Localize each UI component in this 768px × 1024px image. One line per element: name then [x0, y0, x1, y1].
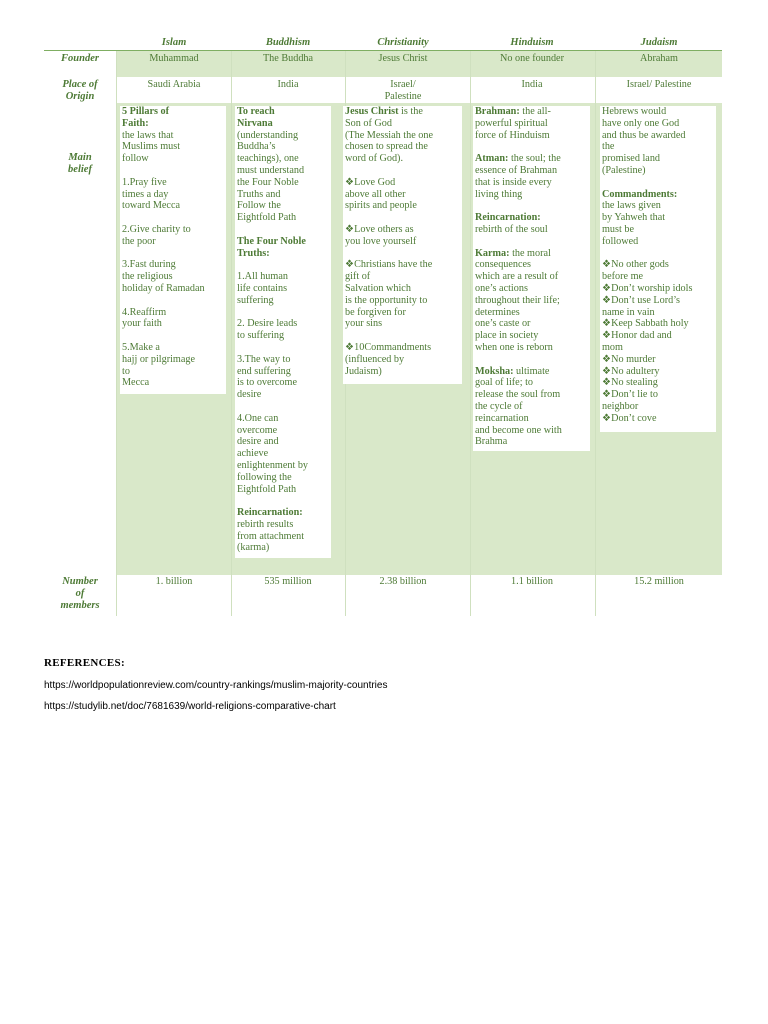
belief-paragraph: [122, 177, 225, 212]
paragraph-gap: [602, 177, 715, 189]
references-heading: REFERENCES:: [44, 657, 125, 669]
belief-term: Moksha:: [475, 365, 514, 377]
label-column-divider: [116, 51, 117, 616]
belief-text: rebirth of the soul: [475, 223, 548, 235]
paragraph-gap: [122, 248, 225, 260]
belief-box-hinduism: [473, 106, 590, 451]
paragraph-gap: [237, 307, 330, 319]
paragraph-gap: [122, 330, 225, 342]
paragraph-gap: [122, 295, 225, 307]
row-label-origin: Place of Origin: [62, 79, 98, 102]
members-hinduism: 1.1 billion: [511, 576, 553, 587]
paragraph-gap: [475, 236, 589, 248]
reference-link[interactable]: https://studylib.net/doc/7681639/world-religions-comparative-chart: [44, 701, 336, 712]
belief-text: 5.Make a hajj or pilgrimage to Mecca: [122, 341, 195, 389]
belief-paragraph: [475, 153, 589, 200]
belief-term: Atman:: [475, 153, 509, 165]
belief-term: Reincarnation:: [237, 507, 303, 519]
paragraph-gap: [237, 224, 330, 236]
column-header-islam: Islam: [161, 37, 187, 48]
reference-link[interactable]: https://worldpopulationreview.com/country-rankings/muslim-majority-countries: [44, 680, 388, 691]
belief-paragraph: [345, 106, 461, 165]
founder-islam: Muhammad: [149, 53, 199, 64]
belief-paragraph: [345, 259, 461, 330]
belief-paragraph: [122, 224, 225, 248]
belief-text: 1.Pray five times a day toward Mecca: [122, 176, 180, 212]
belief-paragraph: [237, 354, 330, 401]
belief-paragraph: [602, 106, 715, 177]
paragraph-gap: [237, 495, 330, 507]
belief-text: ❖Love others as you love yourself: [345, 223, 417, 247]
row-label-founder: Founder: [61, 53, 99, 64]
column-divider: [470, 51, 471, 616]
belief-term: Karma:: [475, 247, 510, 259]
belief-text: 2.Give charity to the poor: [122, 223, 191, 247]
members-christianity: 2.38 billion: [379, 576, 427, 587]
belief-text: ❖Christians have the gift of Salvation which is the opportunity to be forgiven for your sins: [345, 259, 433, 330]
paragraph-gap: [475, 200, 589, 212]
paragraph-gap: [345, 248, 461, 260]
founder-hinduism: No one founder: [500, 53, 564, 64]
belief-paragraph: [475, 106, 589, 141]
column-header-judaism: Judaism: [640, 37, 678, 48]
belief-text: the laws given by Yahweh that must be followed: [602, 200, 666, 247]
belief-text: the soul; the essence of Brahman that is inside every living thing: [475, 153, 561, 200]
paragraph-gap: [122, 212, 225, 224]
belief-paragraph: [122, 342, 225, 389]
belief-paragraph: [237, 106, 330, 224]
belief-paragraph: [237, 507, 330, 554]
belief-text: 4.One can overcome desire and achieve enlightenment by following the Eightfold Path: [237, 412, 309, 495]
belief-box-islam: [120, 106, 226, 394]
belief-paragraph: [345, 224, 461, 248]
belief-text: 3.Fast during the religious holiday of Ramadan: [122, 259, 205, 294]
belief-paragraph: [475, 212, 589, 236]
column-header-christianity: Christianity: [377, 37, 429, 48]
belief-paragraph: [122, 307, 225, 331]
belief-paragraph: [122, 106, 225, 165]
members-buddhism: 535 million: [264, 576, 312, 587]
belief-paragraph: [345, 177, 461, 212]
belief-text: ❖No other gods before me ❖Don’t worship idols ❖Don’t use Lord’s name in vain ❖Keep Sabbath holy ❖Honor dad and mom ❖No murder ❖No adultery ❖No stealing ❖Don’t lie to neighbor ❖Don’t cove: [602, 259, 693, 424]
paragraph-gap: [122, 165, 225, 177]
founder-buddhism: The Buddha: [262, 53, 314, 64]
belief-box-judaism: [600, 106, 716, 432]
belief-term: 5 Pillars of Faith:: [122, 106, 169, 129]
belief-paragraph: [602, 189, 715, 248]
members-judaism: 15.2 million: [634, 576, 684, 587]
paragraph-gap: [237, 342, 330, 354]
belief-paragraph: [475, 366, 589, 449]
belief-text: 2. Desire leads to suffering: [237, 318, 298, 342]
paragraph-gap: [237, 259, 330, 271]
belief-text: ❖Love God above all other spirits and people: [345, 176, 417, 212]
belief-text: 3.The way to end suffering is to overcome desire: [237, 353, 297, 401]
belief-text: 4.Reaffirm your faith: [122, 306, 167, 330]
origin-buddhism: India: [277, 79, 299, 90]
belief-text: the all- powerful spiritual force of Hinduism: [475, 106, 551, 141]
belief-box-christianity: [343, 106, 462, 384]
belief-term: Commandments:: [602, 188, 678, 200]
belief-term: Jesus Christ: [345, 106, 399, 117]
belief-paragraph: [237, 236, 330, 260]
founder-christianity: Jesus Christ: [378, 53, 428, 64]
column-header-hinduism: Hinduism: [510, 37, 554, 48]
origin-judaism: Israel/ Palestine: [626, 79, 692, 90]
founder-judaism: Abraham: [640, 53, 678, 64]
paragraph-gap: [602, 248, 715, 260]
belief-paragraph: [475, 248, 589, 354]
belief-text: rebirth results from attachment (karma): [237, 518, 305, 554]
belief-text: Hebrews would have only one God and thus be awarded the promised land (Palestine): [602, 106, 686, 176]
paragraph-gap: [475, 354, 589, 366]
belief-paragraph: [602, 259, 715, 424]
belief-paragraph: [122, 259, 225, 294]
column-divider: [231, 51, 232, 616]
column-header-buddhism: Buddhism: [265, 37, 311, 48]
belief-term: The Four Noble Truths:: [237, 235, 306, 259]
belief-text: ultimate goal of life; to release the soul from the cycle of reincarnation and become one with Brahma: [475, 365, 562, 448]
belief-term: Reincarnation:: [475, 212, 541, 224]
belief-paragraph: [345, 342, 461, 377]
row-label-members: Number of members: [60, 576, 100, 611]
paragraph-gap: [345, 212, 461, 224]
belief-paragraph: [237, 413, 330, 496]
members-islam: 1. billion: [155, 576, 193, 587]
belief-text: ❖10Commandments (influenced by Judaism): [345, 341, 432, 377]
belief-text: is the Son of God (The Messiah the one chosen to spread the word of God).: [345, 106, 433, 165]
belief-term: Brahman:: [475, 106, 520, 117]
paragraph-gap: [237, 401, 330, 413]
origin-islam: Saudi Arabia: [147, 79, 201, 90]
origin-hinduism: India: [521, 79, 543, 90]
belief-paragraph: [237, 318, 330, 342]
belief-text: the moral consequences which are a result of one’s actions throughout their life; determines one’s caste or place in society when one is reborn: [475, 247, 560, 353]
belief-paragraph: [237, 271, 330, 306]
row-label-belief: Main belief: [68, 152, 92, 175]
column-divider: [595, 51, 596, 616]
belief-box-buddhism: [235, 106, 331, 558]
origin-christianity: Israel/ Palestine: [384, 79, 422, 102]
belief-term: To reach Nirvana: [237, 106, 275, 129]
paragraph-gap: [345, 165, 461, 177]
paragraph-gap: [475, 141, 589, 153]
belief-text: the laws that Muslims must follow: [122, 129, 181, 165]
belief-text: (understanding Buddha’s teachings), one must understand the Four Noble Truths and Follow the Eightfold Path: [237, 129, 305, 224]
belief-text: 1.All human life contains suffering: [237, 271, 288, 306]
paragraph-gap: [345, 330, 461, 342]
